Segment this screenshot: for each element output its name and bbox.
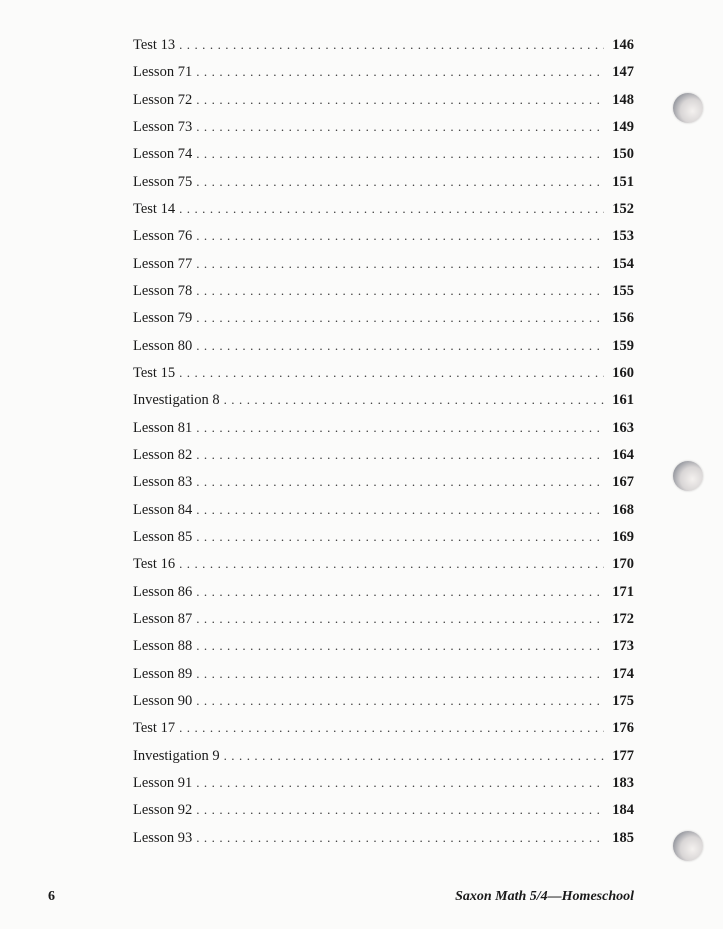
toc-entry [133, 118, 634, 145]
toc-entry-label: Lesson 91 [133, 774, 193, 791]
table-of-contents [133, 36, 634, 856]
toc-entry [133, 255, 634, 282]
toc-entry [133, 610, 634, 637]
dot-leader [196, 118, 604, 136]
dot-leader [179, 36, 604, 54]
toc-entry-label: Lesson 86 [133, 583, 193, 600]
toc-entry [133, 665, 634, 692]
dot-leader [196, 583, 604, 601]
dot-leader [196, 473, 604, 491]
dot-leader [224, 747, 604, 765]
toc-entry [133, 227, 634, 254]
dot-leader [179, 364, 604, 382]
toc-entry-page: 159 [612, 337, 634, 354]
toc-entry [133, 200, 634, 227]
toc-entry [133, 774, 634, 801]
toc-entry [133, 91, 634, 118]
toc-entry-page: 173 [612, 638, 634, 655]
toc-entry-label: Lesson 93 [133, 829, 193, 846]
dot-leader [196, 91, 604, 109]
dot-leader [196, 337, 604, 355]
dot-leader [196, 774, 604, 792]
toc-entry-page: 175 [612, 692, 634, 709]
toc-entry-label: Lesson 73 [133, 118, 193, 135]
dot-leader [196, 829, 604, 847]
toc-entry-page: 177 [612, 747, 634, 764]
toc-entry [133, 282, 634, 309]
dot-leader [196, 173, 604, 191]
binder-hole-top [673, 93, 703, 123]
toc-entry-page: 155 [612, 282, 634, 299]
toc-entry [133, 473, 634, 500]
toc-entry-page: 168 [612, 501, 634, 518]
toc-entry-page: 153 [612, 228, 634, 245]
dot-leader [196, 528, 604, 546]
toc-entry-label: Lesson 83 [133, 474, 193, 491]
page-number: 6 [48, 889, 55, 904]
toc-entry [133, 36, 634, 63]
dot-leader [196, 665, 604, 683]
toc-entry [133, 63, 634, 90]
toc-entry [133, 145, 634, 172]
toc-entry-label: Lesson 74 [133, 146, 193, 163]
dot-leader [196, 446, 604, 464]
dot-leader [196, 255, 604, 273]
toc-entry-label: Lesson 87 [133, 610, 193, 627]
toc-entry-page: 171 [612, 583, 634, 600]
toc-entry-page: 156 [612, 310, 634, 327]
dot-leader [224, 391, 604, 409]
toc-entry [133, 419, 634, 446]
toc-entry-page: 149 [612, 118, 634, 135]
toc-entry [133, 173, 634, 200]
toc-entry [133, 446, 634, 473]
toc-entry-label: Lesson 72 [133, 91, 193, 108]
dot-leader [196, 801, 604, 819]
toc-entry-label: Lesson 80 [133, 337, 193, 354]
toc-entry-label: Investigation 8 [133, 392, 220, 409]
binder-hole-middle [673, 461, 703, 491]
dot-leader [179, 200, 604, 218]
toc-entry-page: 185 [612, 829, 634, 846]
toc-entry-page: 174 [612, 665, 634, 682]
toc-entry-label: Lesson 75 [133, 173, 193, 190]
toc-entry-page: 163 [612, 419, 634, 436]
toc-entry-page: 161 [612, 392, 634, 409]
toc-entry [133, 364, 634, 391]
toc-entry [133, 501, 634, 528]
toc-entry-label: Lesson 81 [133, 419, 193, 436]
toc-entry-label: Investigation 9 [133, 747, 220, 764]
binder-hole-bottom [673, 831, 703, 861]
toc-entry-page: 169 [612, 528, 634, 545]
toc-entry [133, 309, 634, 336]
toc-entry-page: 154 [612, 255, 634, 272]
toc-entry [133, 801, 634, 828]
toc-entry-page: 148 [612, 91, 634, 108]
toc-entry-page: 176 [612, 720, 634, 737]
toc-entry-label: Lesson 77 [133, 255, 193, 272]
toc-entry-label: Test 17 [133, 720, 176, 737]
toc-entry [133, 692, 634, 719]
toc-entry-label: Lesson 85 [133, 528, 193, 545]
toc-entry-page: 147 [612, 64, 634, 81]
toc-entry-page: 170 [612, 556, 634, 573]
dot-leader [196, 419, 604, 437]
toc-entry [133, 637, 634, 664]
toc-entry [133, 583, 634, 610]
toc-entry-page: 164 [612, 446, 634, 463]
toc-entry-page: 150 [612, 146, 634, 163]
toc-entry-label: Test 15 [133, 364, 176, 381]
toc-entry-label: Lesson 88 [133, 638, 193, 655]
toc-entry-label: Lesson 78 [133, 282, 193, 299]
toc-entry-page: 146 [612, 37, 634, 53]
toc-entry [133, 829, 634, 856]
toc-entry [133, 555, 634, 582]
toc-entry [133, 337, 634, 364]
toc-entry [133, 719, 634, 746]
toc-entry-label: Lesson 82 [133, 446, 193, 463]
toc-entry-page: 152 [612, 200, 634, 217]
toc-entry-page: 160 [612, 364, 634, 381]
dot-leader [196, 610, 604, 628]
dot-leader [196, 63, 604, 81]
dot-leader [196, 227, 604, 245]
dot-leader [196, 692, 604, 710]
dot-leader [196, 501, 604, 519]
toc-entry-label: Lesson 84 [133, 501, 193, 518]
toc-entry [133, 528, 634, 555]
book-title: Saxon Math 5/4—Homeschool [455, 889, 634, 904]
toc-entry [133, 747, 634, 774]
dot-leader [196, 309, 604, 327]
toc-entry-page: 172 [612, 610, 634, 627]
toc-entry-label: Test 16 [133, 556, 176, 573]
toc-entry-label: Lesson 71 [133, 64, 193, 81]
toc-entry-label: Lesson 79 [133, 310, 193, 327]
toc-entry-label: Test 14 [133, 200, 176, 217]
toc-entry-page: 151 [612, 173, 634, 190]
toc-entry-label: Lesson 90 [133, 692, 193, 709]
toc-entry-page: 184 [612, 802, 634, 819]
toc-entry-page: 167 [612, 474, 634, 491]
dot-leader [196, 637, 604, 655]
toc-entry-label: Lesson 89 [133, 665, 193, 682]
toc-entry-page: 183 [612, 774, 634, 791]
toc-entry-label: Lesson 92 [133, 802, 193, 819]
toc-entry [133, 391, 634, 418]
dot-leader [179, 555, 604, 573]
toc-entry-label: Lesson 76 [133, 228, 193, 245]
dot-leader [179, 719, 604, 737]
dot-leader [196, 282, 604, 300]
toc-entry-label: Test 13 [133, 37, 176, 53]
dot-leader [196, 145, 604, 163]
page-footer [48, 889, 634, 905]
